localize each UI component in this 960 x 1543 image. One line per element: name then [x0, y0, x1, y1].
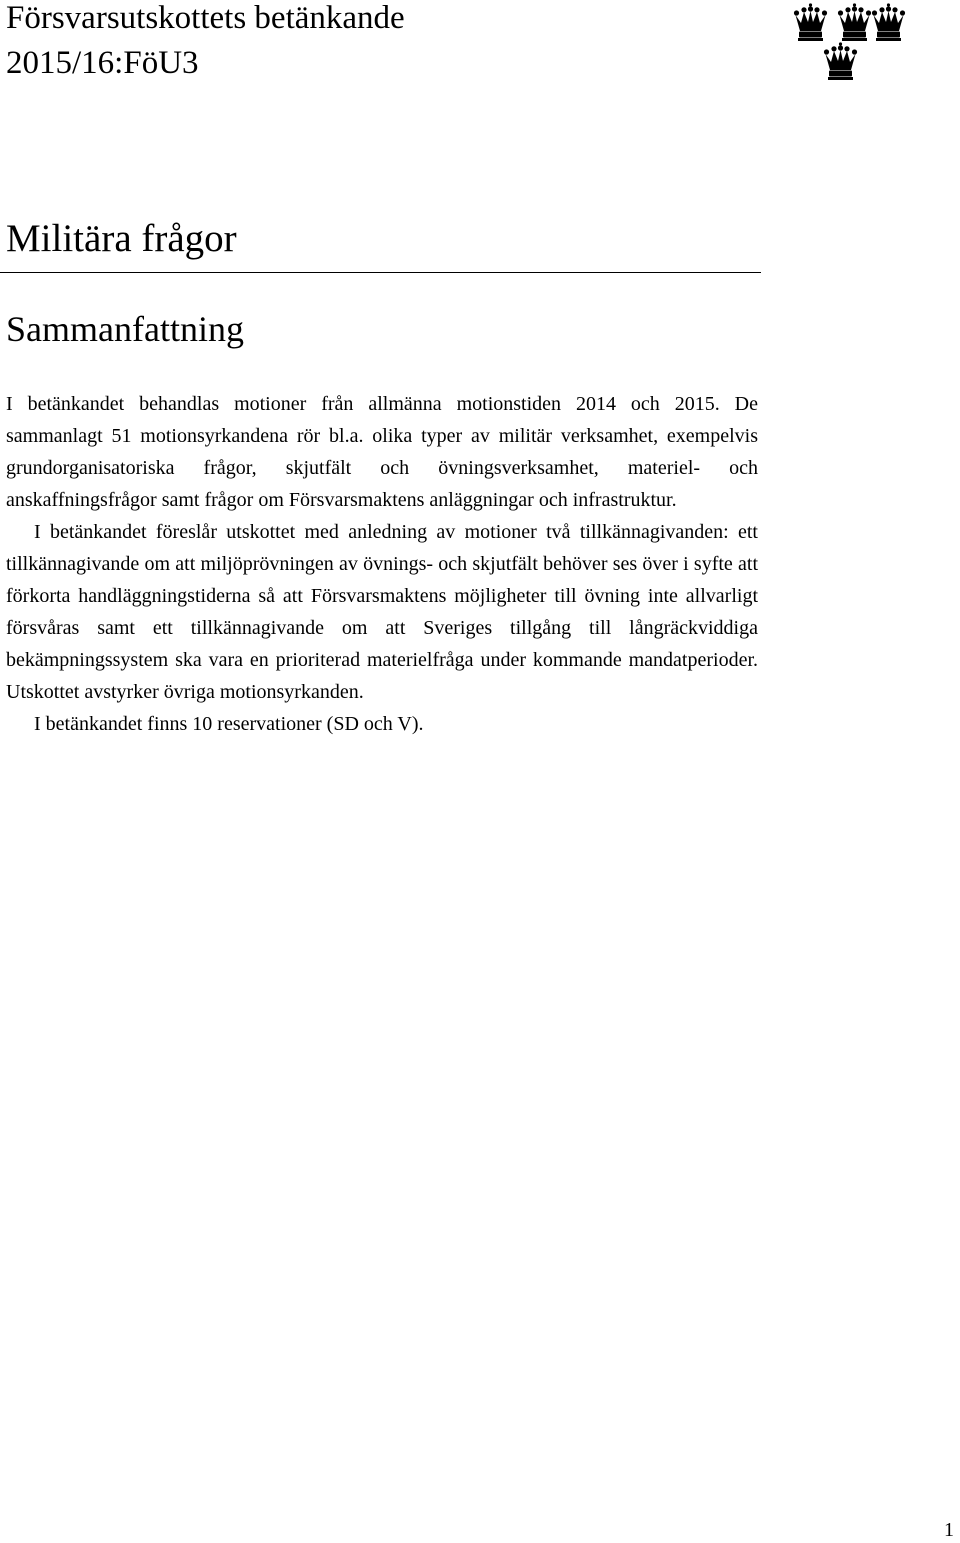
summary-paragraph: I betänkandet finns 10 reservationer (SD och V). — [34, 713, 424, 735]
report-number: 2015/16:FöU3 — [6, 45, 199, 81]
report-header — [6, 0, 706, 86]
summary-paragraph: I betänkandet behandlas motioner från allmänna motionstiden 2014 och 2015. De sammanlagt 51 motionsyrkandena rör bl.a. olika typer av militär verksamhet, exempelvis grundorganisatoriska frågor, skjutfält och övningsverksamhet, materiel- och anskaffningsfrågor samt frågor om Försvarsmaktens anläggningar och infrastruktur. — [6, 393, 758, 511]
summary-body — [6, 388, 758, 740]
page-number: 1 — [944, 1519, 954, 1541]
summary-paragraph: I betänkandet föreslår utskottet med anledning av motioner två tillkännagivanden: ett tillkännagivande om att miljöprövningen av övnings- och skjutfält behöver ses över i syfte att förkorta handläggningstiderna så att Försvarsmaktens möjligheter till övning inte allvarligt försvåras samt ett tillkännagivande om att Sveriges tillgång till långräckviddiga bekämpningssystem ska vara en prioriterad materielfråga under kommande mandatperioder. Utskottet avstyrker övriga motionsyrkanden. — [6, 521, 758, 703]
title-divider — [0, 272, 761, 273]
committee-name: Försvarsutskottets betänkande — [6, 0, 405, 36]
three-crowns-icon — [792, 2, 906, 82]
summary-heading: Sammanfattning — [6, 309, 244, 349]
document-title: Militära frågor — [6, 217, 237, 260]
